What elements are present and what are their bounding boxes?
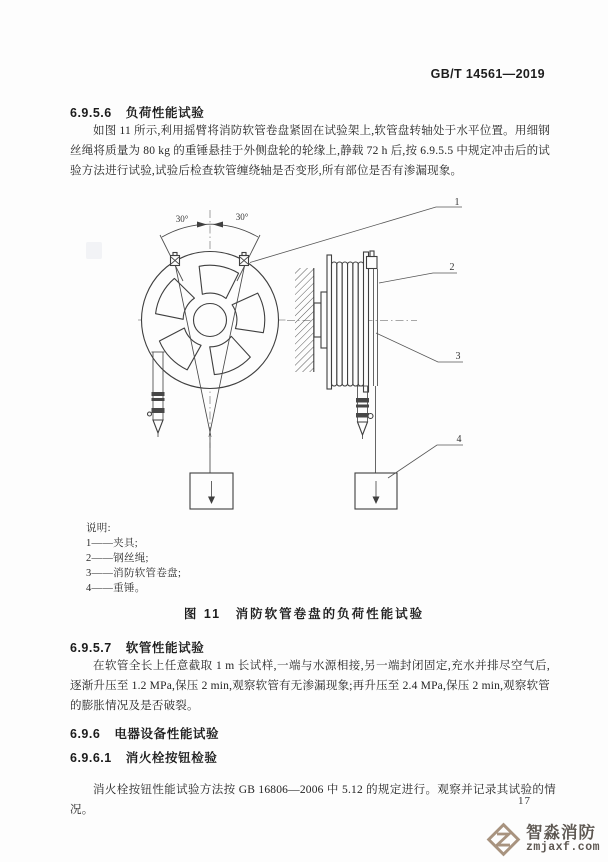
legend-item: 1——夹具; bbox=[86, 538, 138, 549]
angle-label-left: 30° bbox=[175, 214, 189, 224]
legend-item: 4——重锤。 bbox=[86, 583, 146, 594]
section-heading-696 bbox=[70, 724, 219, 742]
figure-drawing bbox=[65, 192, 545, 518]
wall-hatch bbox=[295, 268, 314, 372]
watermark bbox=[485, 821, 600, 858]
hose-nozzle-side bbox=[356, 386, 373, 439]
watermark-domain: zmjaxf.com bbox=[525, 841, 600, 855]
legend-item: 3——消防软管卷盘; bbox=[86, 568, 182, 579]
callout-label-2: 2 bbox=[449, 262, 455, 273]
clamp-left bbox=[171, 253, 180, 266]
reel-drum bbox=[327, 252, 369, 392]
callout-line-3 bbox=[376, 333, 463, 362]
legend-title: 说明: bbox=[86, 523, 111, 534]
paragraph-hose-test: 在软管全长上任意截取 1 m 长试样,一端与水源相接,另一端封闭固定,充水并排尽空气后,逐渐升压至 1.2 MPa,保压 2 min,观察软管有无渗漏现象;再升压至 2.4 MPa,保压 2 min,观察软管的膨胀情况及是否破裂。 bbox=[70, 660, 550, 712]
section-heading-6956 bbox=[70, 103, 204, 121]
callout-line-4 bbox=[388, 445, 463, 478]
paragraph-button-test: 消火栓按钮性能试验方法按 GB 16806—2006 中 5.12 的规定进行。观察并记录其试验的情况。 bbox=[70, 783, 556, 816]
figure-caption: 图 11 消防软管卷盘的负荷性能试验 bbox=[183, 607, 425, 621]
figure-legend bbox=[86, 521, 181, 596]
callout-label-4: 4 bbox=[456, 434, 462, 445]
section-heading-6957 bbox=[70, 638, 204, 656]
section-number: 6.9.5.7 bbox=[70, 641, 112, 655]
wire-rope-side bbox=[374, 269, 378, 473]
section-title: 负荷性能试验 bbox=[125, 106, 205, 120]
watermark-brand: 智淼消防 bbox=[525, 823, 596, 842]
paragraph-load-test: 如图 11 所示,利用摇臂将消防软管卷盘紧固在试验架上,软管盘转轴处于水平位置。用细钢丝绳将质量为 80 kg 的重锤悬挂于外侧盘轮的轮缘上,静载 72 h 后,按 6.9.5.5 中规定冲击后的试验方法进行试验,试验后检查软管缠绕轴是否变形,所有部位是否有渗漏现象。 bbox=[70, 125, 550, 177]
weight-box-side bbox=[355, 473, 397, 509]
reel-side-view bbox=[287, 251, 417, 509]
wall-bracket bbox=[314, 292, 327, 348]
callout-label-3: 3 bbox=[455, 351, 461, 362]
section-title: 电器设备性能试验 bbox=[114, 727, 220, 741]
reel-hub bbox=[194, 304, 227, 337]
callout-line-1 bbox=[250, 207, 462, 263]
page-number: 17 bbox=[518, 795, 531, 807]
clamp-right bbox=[240, 253, 249, 266]
section-title: 软管性能试验 bbox=[125, 641, 205, 655]
standard-code-header: GB/T 14561—2019 bbox=[430, 67, 545, 81]
callout-line-2 bbox=[379, 273, 457, 283]
section-number: 6.9.5.6 bbox=[70, 106, 112, 120]
legend-item: 2——钢丝绳; bbox=[86, 553, 149, 564]
section-title: 消火栓按钮检验 bbox=[125, 751, 218, 765]
section-heading-6961 bbox=[70, 748, 217, 766]
watermark-logo-icon bbox=[485, 821, 522, 858]
section-number: 6.9.6 bbox=[70, 727, 101, 741]
angle-label-right: 30° bbox=[235, 212, 249, 222]
weight-box-front bbox=[190, 473, 233, 509]
callout-label-1: 1 bbox=[454, 197, 460, 208]
reel-front-view bbox=[138, 210, 287, 509]
section-number: 6.9.6.1 bbox=[70, 751, 112, 765]
